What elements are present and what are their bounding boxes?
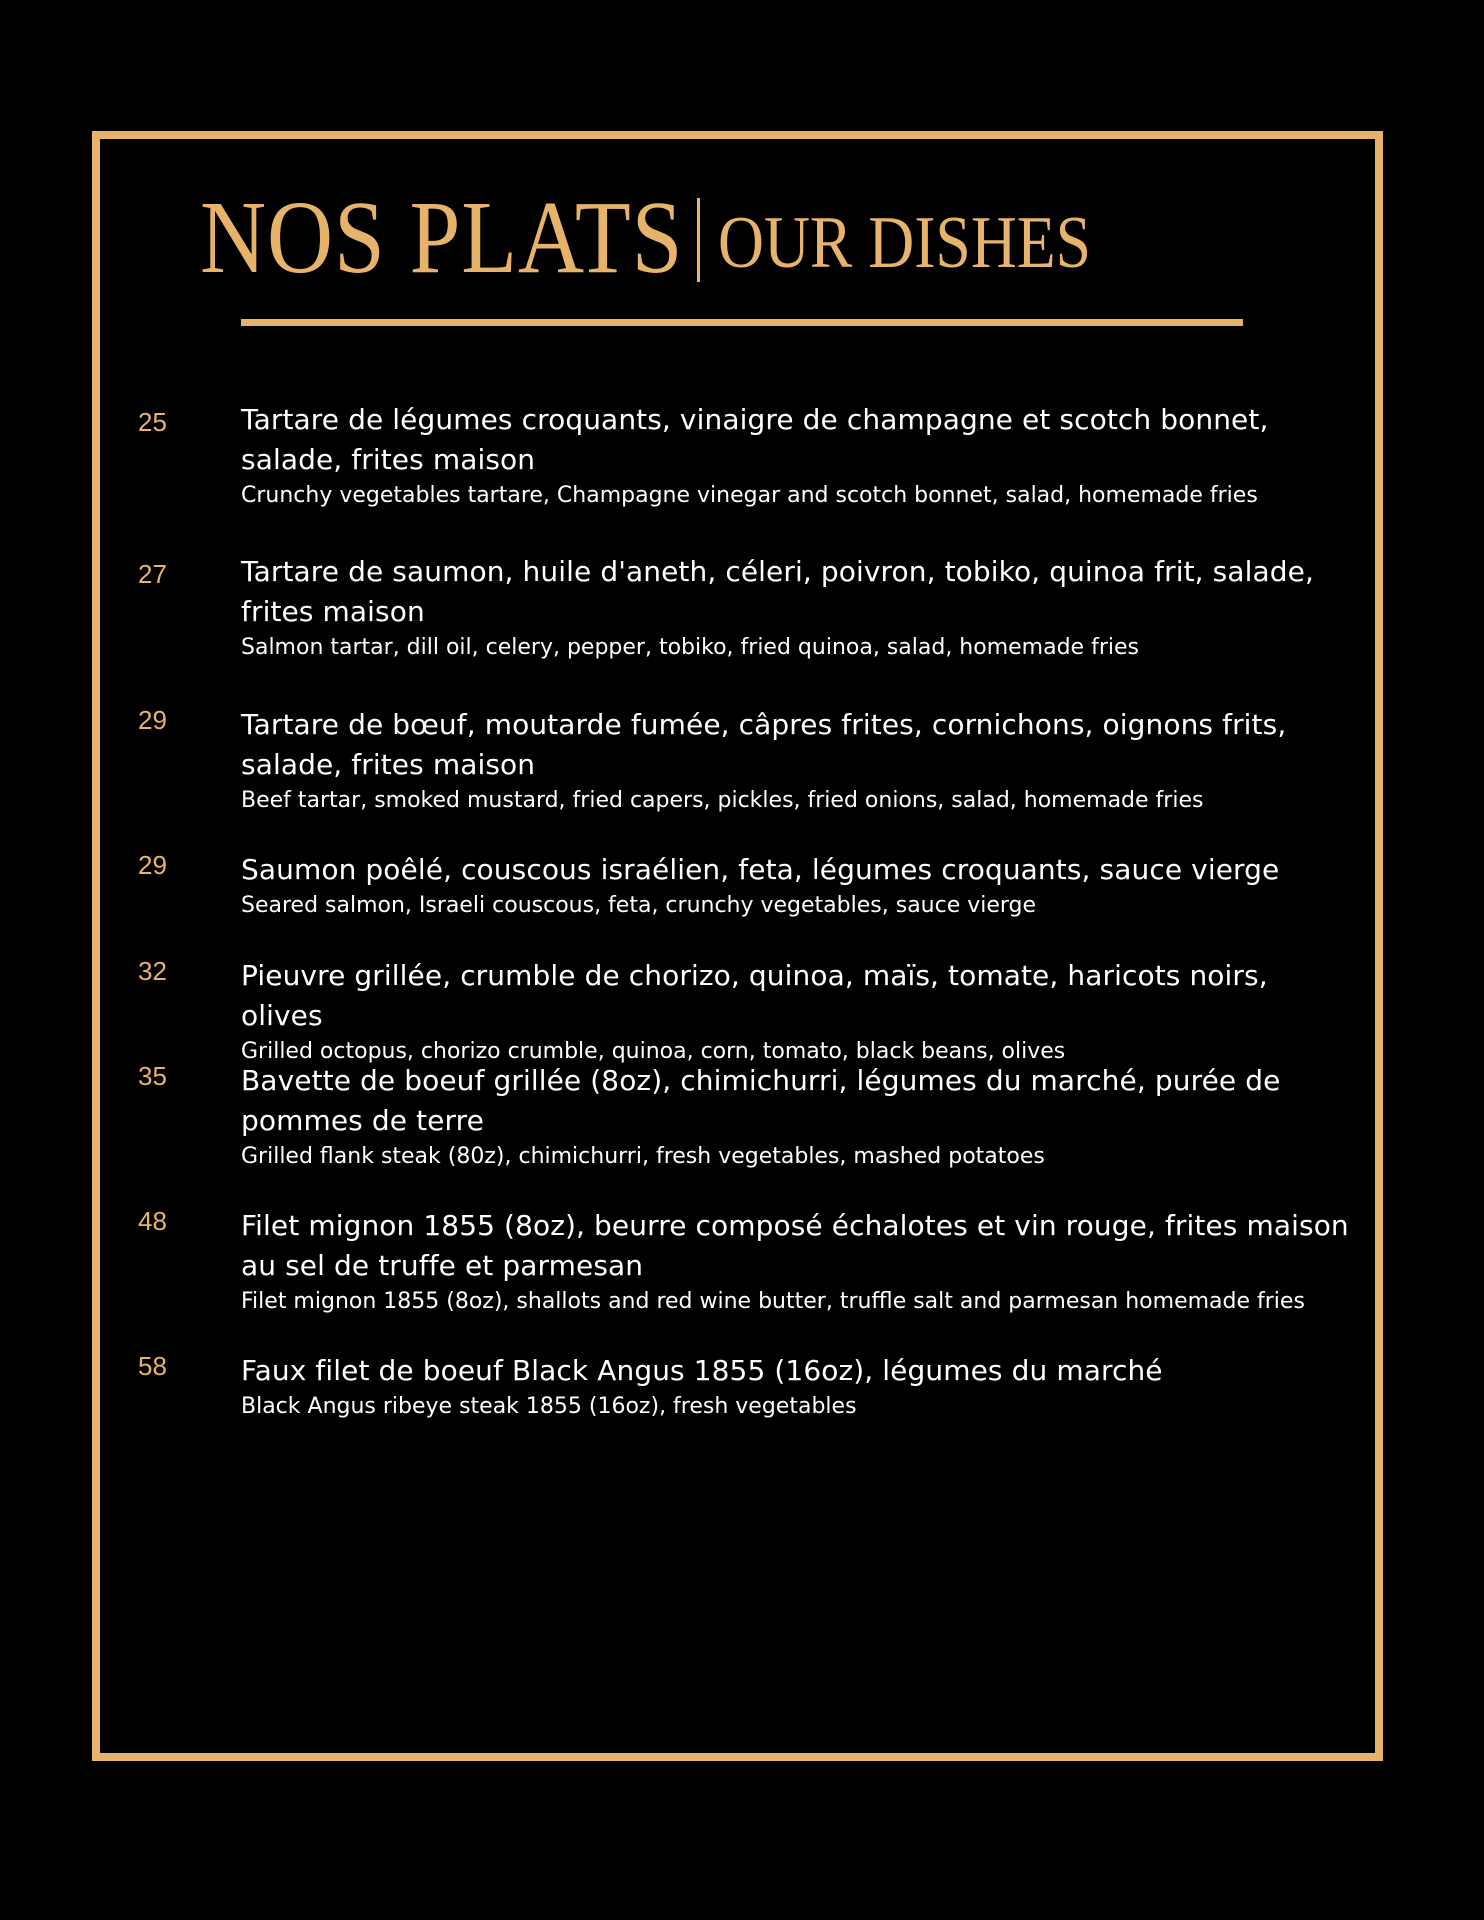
dish-price: 27 <box>138 559 167 589</box>
dish-description <box>241 552 1351 664</box>
title-separator <box>697 198 700 282</box>
dish-name-fr: Pieuvre grillée, crumble de chorizo, quinoa, maïs, tomate, haricots noirs, olives <box>241 959 1268 1032</box>
page-title <box>200 170 1260 295</box>
dish-description <box>241 400 1351 512</box>
dish-name-en: Black Angus ribeye steak 1855 (16oz), fresh vegetables <box>241 1394 857 1419</box>
dish-price: 29 <box>138 850 167 880</box>
dish-description <box>241 956 1351 1068</box>
dish-name-en: Filet mignon 1855 (8oz), shallots and red wine butter, truffle salt and parmesan homemade fries <box>241 1289 1305 1314</box>
dish-price: 25 <box>138 407 167 437</box>
title-underline <box>241 319 1243 326</box>
dish-name-fr: Saumon poêlé, couscous israélien, feta, légumes croquants, sauce vierge <box>241 853 1280 886</box>
dish-name-fr: Bavette de boeuf grillée (8oz), chimichurri, légumes du marché, purée de pommes de terre <box>241 1064 1281 1137</box>
dish-price: 32 <box>138 956 167 986</box>
dish-name-en: Grilled flank steak (80z), chimichurri, fresh vegetables, mashed potatoes <box>241 1144 1045 1169</box>
dish-name-fr: Tartare de bœuf, moutarde fumée, câpres frites, cornichons, oignons frits, salade, frites maison <box>241 708 1287 781</box>
dish-description <box>241 705 1351 817</box>
dish-name-en: Seared salmon, Israeli couscous, feta, crunchy vegetables, sauce vierge <box>241 893 1037 918</box>
dish-name-en: Beef tartar, smoked mustard, fried capers, pickles, fried onions, salad, homemade fries <box>241 788 1204 813</box>
title-french: NOS PLATS <box>200 180 684 295</box>
dish-price: 35 <box>138 1061 167 1091</box>
dish-name-fr: Filet mignon 1855 (8oz), beurre composé échalotes et vin rouge, frites maison au sel de truffe et parmesan <box>241 1209 1349 1282</box>
dish-name-en: Crunchy vegetables tartare, Champagne vinegar and scotch bonnet, salad, homemade fries <box>241 483 1258 508</box>
dish-price: 29 <box>138 705 167 735</box>
dish-description <box>241 1351 1351 1423</box>
dish-price: 48 <box>138 1206 167 1236</box>
dish-name-fr: Tartare de saumon, huile d'aneth, céleri, poivron, tobiko, quinoa frit, salade, frites maison <box>241 555 1314 628</box>
dish-description <box>241 1206 1351 1318</box>
menu-frame <box>92 131 1383 1761</box>
dish-description <box>241 850 1351 922</box>
dish-name-fr: Tartare de légumes croquants, vinaigre de champagne et scotch bonnet, salade, frites maison <box>241 403 1269 476</box>
dish-price: 58 <box>138 1351 167 1381</box>
dish-name-en: Salmon tartar, dill oil, celery, pepper, tobiko, fried quinoa, salad, homemade fries <box>241 635 1139 660</box>
dish-name-en: Grilled octopus, chorizo crumble, quinoa, corn, tomato, black beans, olives <box>241 1039 1066 1064</box>
dish-name-fr: Faux filet de boeuf Black Angus 1855 (16oz), légumes du marché <box>241 1354 1163 1387</box>
title-english: OUR DISHES <box>718 202 1092 284</box>
dish-description <box>241 1061 1351 1173</box>
